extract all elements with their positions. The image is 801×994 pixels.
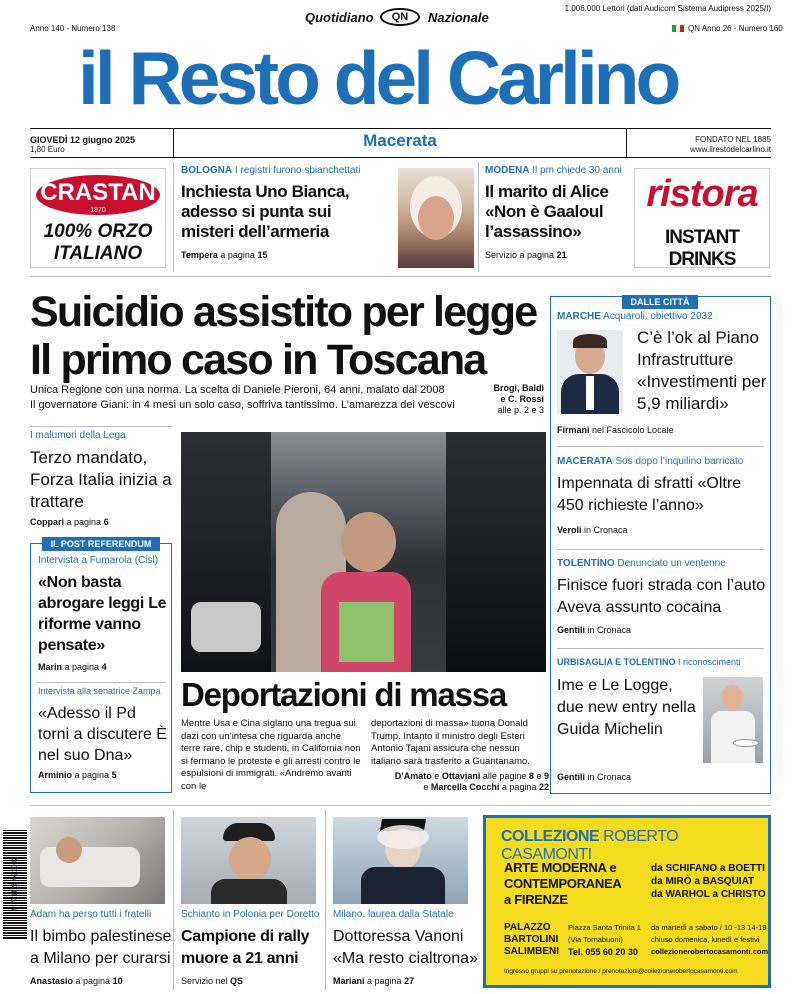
fumarola-kicker: Intervista a Fumarola (Cisl) [38, 555, 159, 566]
tolentino-headline: Finisce fuori strada con l’auto Aveva assunto cocaina [557, 577, 766, 616]
zampa-story[interactable] [38, 686, 170, 780]
bologna-story[interactable] [181, 165, 386, 260]
casamonti-artists: da SCHIFANO a BOETTI da MIRÒ a BASQUIAT da WARHOL a CHRISTO [651, 863, 766, 900]
crastan-line1: 100% ORZO [43, 221, 153, 242]
issue-number-right: QN Anno 26 - Numero 160 [688, 24, 783, 33]
lead-subhead-2: Il governatore Giani: in 4 mesi un solo caso, soffriva tantissimo. L’amarezza dei vescovi [30, 399, 455, 411]
ristora-brand: ristora [646, 173, 758, 215]
tolentino-kicker: TOLENTINO Denunciato un ventenne [557, 558, 726, 569]
founded-label: FONDATO NEL 1885 [695, 135, 771, 144]
center-ref-1: D’Amato e Ottaviani alle pagine 8 e 9 [394, 771, 549, 781]
adam-story[interactable] [30, 909, 172, 986]
marche-kicker: MARCHE Acquaroli: obiettivo 2032 [557, 311, 713, 322]
chef-photo [703, 677, 763, 763]
lead-subhead-1: Unica Regione con una norma. La scelta di Daniele Pieroni, 64 anni, malato dal 2008 [30, 384, 445, 396]
ristora-line: INSTANT DRINKS [665, 227, 739, 270]
urbisaglia-headline: Ime e Le Logge, due new entry nella Guida Michelin [557, 677, 696, 738]
rally-kicker: Schianto in Polonia per Doretto [181, 909, 320, 920]
casamonti-place: PALAZZO BARTOLINI SALIMBENI [504, 922, 559, 957]
marche-story[interactable] [557, 311, 767, 322]
center-headline[interactable]: Deportazioni di massa [181, 676, 507, 713]
macerata-headline: Impennata di sfratti «Oltre 450 richieste l’anno» [557, 475, 742, 514]
marche-headline: C’è l’ok al Piano Infrastrutture «Investimenti per 5,9 miliardi» [637, 328, 767, 413]
casamonti-main: ARTE MODERNA e CONTEMPORANEA a FIRENZE [504, 860, 622, 907]
issue-price: 1,80 Euro [30, 145, 65, 154]
center-body-2: deportazioni di massa» tuona Donald Trump. Intanto il ministro degli Esteri Antonio Tajani assicura che nessun italiano sarà trasferito a Guantanamo. [371, 718, 530, 767]
dalle-citta-label: DALLE CITTÀ [622, 295, 698, 309]
lega-ref: Coppari a pagina 6 [30, 517, 109, 527]
urbisaglia-ref: Gentili in Cronaca [557, 772, 632, 782]
modena-kicker: MODENA Il pm chiede 30 anni [485, 165, 622, 176]
issue-date: GIOVEDÌ 12 giugno 2025 [30, 135, 136, 145]
qn-header [305, 8, 495, 28]
casamonti-ad[interactable] [483, 815, 771, 988]
crastan-ad[interactable] [30, 168, 166, 268]
casamonti-title: COLLEZIONE ROBERTO CASAMONTI [501, 828, 679, 863]
modena-story[interactable] [485, 165, 625, 260]
vanoni-photo [333, 817, 468, 904]
adam-photo [30, 817, 165, 904]
crastan-year: 1870 [90, 207, 106, 214]
adam-kicker: Adam ha perso tutti i fratelli [30, 909, 152, 920]
modena-ref: Servizio a pagina 21 [485, 250, 567, 260]
macerata-kicker: MACERATA Sos dopo l’inquilino barricato [557, 456, 744, 467]
nazionale-label: Nazionale [428, 10, 489, 25]
lega-kicker: I malumori della Lega [30, 430, 126, 441]
barcode-number: 9 771128 621002 [11, 856, 19, 911]
adam-ref: Anastasio a pagina 10 [30, 976, 123, 986]
zampa-headline: «Adesso il Pd torni a discutere È nel suo Dna» [38, 705, 167, 764]
modena-headline: Il marito di Alice «Non è Gaaloul l’assassino» [485, 182, 609, 241]
lega-headline: Terzo mandato, Forza Italia inizia a trattare [30, 448, 172, 511]
tolentino-story[interactable] [557, 558, 767, 635]
readers-line: 1.006.000 Lettori (dati Audicom Sistema Audipress 2025/I) [564, 4, 771, 13]
center-ref-2: e Marcella Cocchi a pagina 22 [423, 782, 549, 792]
urbisaglia-kicker: URBISAGLIA E TOLENTINO I riconoscimenti [557, 657, 741, 667]
marche-ref: Firmani nel Fascicolo Locale [557, 425, 674, 435]
tolentino-ref: Gentili in Cronaca [557, 625, 632, 635]
rally-photo [181, 817, 316, 904]
center-body-1: Mentre Usa e Cina siglano una tregua sui dazi con un’intesa che riguarda anche terre rare, chip e studenti, in California non si fermano le proteste e gli arresti contro le espulsioni di immigrati. «Andremo avanti con le [181, 718, 361, 792]
lead-headline-1[interactable]: Suicidio assistito per legge [30, 288, 537, 336]
fumarola-headline: «Non basta abrogare leggi Le riforme vanno pensate» [38, 574, 167, 654]
lead-byline: Brogi, Baldi e C. Rossi alle p. 2 e 3 [493, 383, 544, 415]
post-referendum-label: IL POST REFERENDUM [42, 537, 160, 551]
rally-headline: Campione di rally muore a 21 anni [181, 928, 310, 967]
zampa-ref: Arminio a pagina 5 [38, 770, 117, 780]
ristora-ad[interactable] [634, 168, 770, 268]
macerata-story[interactable] [557, 456, 767, 535]
qn-logo: QN [380, 8, 420, 26]
crastan-line2: ITALIANO [53, 243, 143, 264]
vanoni-headline: Dottoressa Vanoni «Ma resto cialtrona» [333, 928, 478, 967]
bologna-kicker: BOLOGNA I registri furono sbianchettati [181, 165, 361, 176]
rally-story[interactable] [181, 909, 326, 986]
urbisaglia-story[interactable] [557, 657, 767, 667]
adam-headline: Il bimbo palestinese a Milano per curarsi [30, 928, 172, 967]
vanoni-kicker: Milano, laurea dalla Statale [333, 909, 454, 920]
casamonti-hours: da martedì a sabato / 10 -13 14-19 chiuso domenica, lunedì e festivi collezionerobertocasamonti.com [651, 923, 769, 956]
newspaper-logo: il Resto del Carlino [78, 36, 678, 120]
website-label: www.ilrestodelcarlino.it [690, 145, 771, 154]
lega-story[interactable] [30, 430, 172, 527]
vanoni-ref: Mariani a pagina 27 [333, 976, 415, 986]
macerata-ref: Veroli in Cronaca [557, 525, 628, 535]
vanoni-story[interactable] [333, 909, 478, 986]
bologna-ref: Tempera a pagina 15 [181, 250, 268, 260]
edition-name: Macerata [363, 131, 437, 150]
fumarola-ref: Marin a pagina 4 [38, 662, 107, 672]
rally-ref: Servizio nel QS [181, 976, 244, 986]
casamonti-address: Piazza Santa Trinita 1 (Via Tornabuoni) Tel. 055 60 20 30 [568, 923, 641, 957]
bologna-headline: Inchiesta Uno Bianca, adesso si punta sui misteri dell’armeria [181, 182, 350, 241]
protest-photo [181, 432, 546, 672]
crastan-brand: CRASTAN [36, 175, 160, 215]
issue-number-left: Anno 140 - Numero 138 [30, 24, 116, 33]
fumarola-story[interactable] [38, 555, 168, 672]
lead-headline-2[interactable]: Il primo caso in Toscana [30, 336, 486, 384]
acquaroli-photo [557, 330, 623, 414]
casamonti-footer: Ingresso gruppi su prenotazione / prenotazioni@collezionerobertocasamonti.com [504, 968, 738, 975]
quotidiano-label: Quotidiano [305, 10, 374, 25]
zampa-kicker: Intervista alla senatrice Zampa [38, 686, 161, 696]
alice-photo [398, 168, 474, 268]
